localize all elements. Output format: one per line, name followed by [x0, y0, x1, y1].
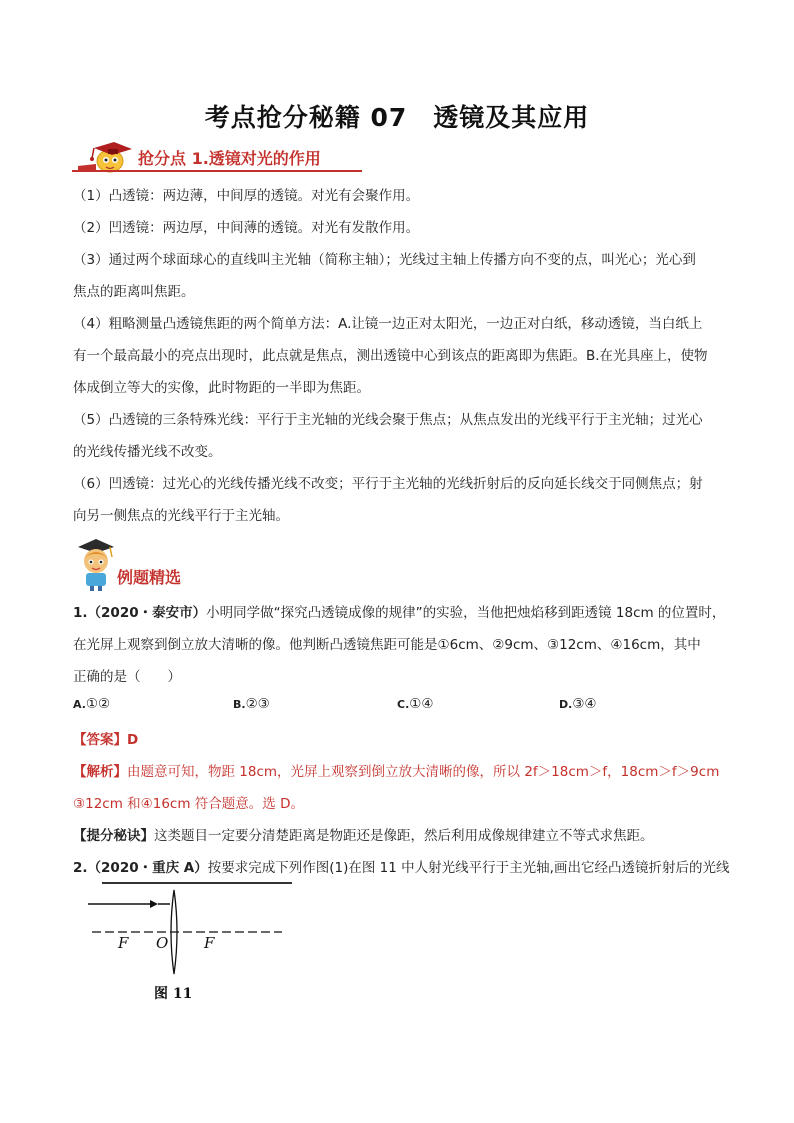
- right-focus-label: F: [204, 934, 215, 952]
- point-3: [73, 244, 728, 308]
- question-1-line-1: [73, 601, 725, 621]
- point-5: [73, 404, 728, 468]
- examples-label: 例题精选: [117, 568, 182, 587]
- section-label: 抢分点 1.透镜对光的作用: [138, 149, 321, 168]
- text-line: 体成倒立等大的实像，此时物距的一半即为焦距。: [73, 380, 370, 396]
- question-number: 2.: [73, 860, 88, 876]
- text-line: 向另一侧焦点的光线平行于主光轴。: [73, 508, 289, 524]
- page-title: 考点抢分秘籍 07 透镜及其应用: [204, 103, 590, 132]
- answer-tag: 【答案】: [73, 732, 127, 748]
- analysis-line-1: [73, 760, 719, 780]
- answer-line: [73, 728, 138, 748]
- point-1: [73, 180, 728, 212]
- figure-11: [74, 878, 294, 1008]
- center-label: O: [156, 934, 169, 952]
- text-line: （5）凸透镜的三条特殊光线：平行于主光轴的光线会聚于焦点；从焦点发出的光线平行于主光轴；过光心: [73, 412, 703, 428]
- student-mascot-icon: [72, 535, 118, 591]
- text-line: 焦点的距离叫焦距。: [73, 284, 195, 300]
- text-line: 有一个最高最小的亮点出现时，此点就是焦点，测出透镜中心到该点的距离即为焦距。B.在光具座上，使物: [73, 348, 708, 364]
- question-text: 按要求完成下列作图(1)在图 11 中人射光线平行于主光轴,画出它经凸透镜折射后的光线: [207, 860, 730, 876]
- tip-tag: 【提分秘诀】: [73, 828, 154, 844]
- analysis-text: 由题意可知，物距 18cm，光屏上观察到倒立放大清晰的像，所以 2f＞18cm＞f，18cm＞f＞9cm: [127, 764, 720, 780]
- tip-text: 这类题目一定要分清楚距离是物距还是像距，然后利用成像规律建立不等式求焦距。: [154, 828, 654, 844]
- question-2-line: [73, 856, 729, 876]
- option-text: ③④: [572, 696, 597, 712]
- analysis-tag: 【解析】: [73, 764, 127, 780]
- option-text: ①④: [409, 696, 434, 712]
- question-number: 1.: [73, 605, 88, 621]
- section-underline: [72, 170, 362, 172]
- option-letter: A.: [73, 698, 86, 711]
- point-4: [73, 308, 728, 404]
- point-6: [73, 468, 728, 532]
- question-1-line-2: 在光屏上观察到倒立放大清晰的像。他判断凸透镜焦距可能是①6cm、②9cm、③12cm、④16cm，其中: [73, 637, 701, 653]
- figure-caption: 图 11: [154, 986, 193, 1002]
- option-a[interactable]: [73, 696, 110, 712]
- option-letter: D.: [559, 698, 573, 711]
- examples-header: [72, 535, 272, 591]
- option-text: ①②: [85, 696, 111, 712]
- tip-line: [73, 824, 654, 844]
- text-line: 的光线传播光线不改变。: [73, 444, 222, 460]
- figure-border-top: [102, 882, 292, 884]
- question-1-line-3: 正确的是（ ）: [73, 669, 181, 685]
- question-source: （2020・重庆 A）: [87, 860, 208, 876]
- analysis-line-2: ③12cm 和④16cm 符合题意。选 D。: [73, 796, 304, 812]
- option-b[interactable]: [233, 696, 270, 712]
- arrow-icon: [150, 900, 158, 908]
- question-source: （2020・泰安市）: [87, 605, 207, 621]
- text-line: （4）粗略测量凸透镜焦距的两个简单方法：A.让镜一边正对太阳光，一边正对白纸，移动透镜，当白纸上: [73, 316, 703, 332]
- question-text: 小明同学做“探究凸透镜成像的规律”的实验，当他把烛焰移到距透镜 18cm 的位置时，: [206, 605, 726, 621]
- answer-value: D: [127, 732, 139, 748]
- option-letter: C.: [397, 698, 410, 711]
- option-c[interactable]: [397, 696, 433, 712]
- left-focus-label: F: [118, 934, 129, 952]
- option-letter: B.: [233, 698, 246, 711]
- text-line: （6）凹透镜：过光心的光线传播光线不改变；平行于主光轴的光线折射后的反向延长线交于同侧焦点；射: [73, 476, 703, 492]
- text-line: （3）通过两个球面球心的直线叫主光轴（简称主轴）；光线过主轴上传播方向不变的点，叫光心；光心到: [73, 252, 696, 268]
- option-d[interactable]: [559, 696, 597, 712]
- section-header: [72, 140, 372, 176]
- mascot-icon: [72, 140, 134, 174]
- text-line: （2）凹透镜：两边厚，中间薄的透镜。对光有发散作用。: [73, 220, 420, 236]
- option-text: ②③: [245, 696, 270, 712]
- text-line: （1）凸透镜：两边薄，中间厚的透镜。对光有会聚作用。: [73, 188, 420, 204]
- point-2: [73, 212, 728, 244]
- lens-diagram: [74, 878, 294, 1008]
